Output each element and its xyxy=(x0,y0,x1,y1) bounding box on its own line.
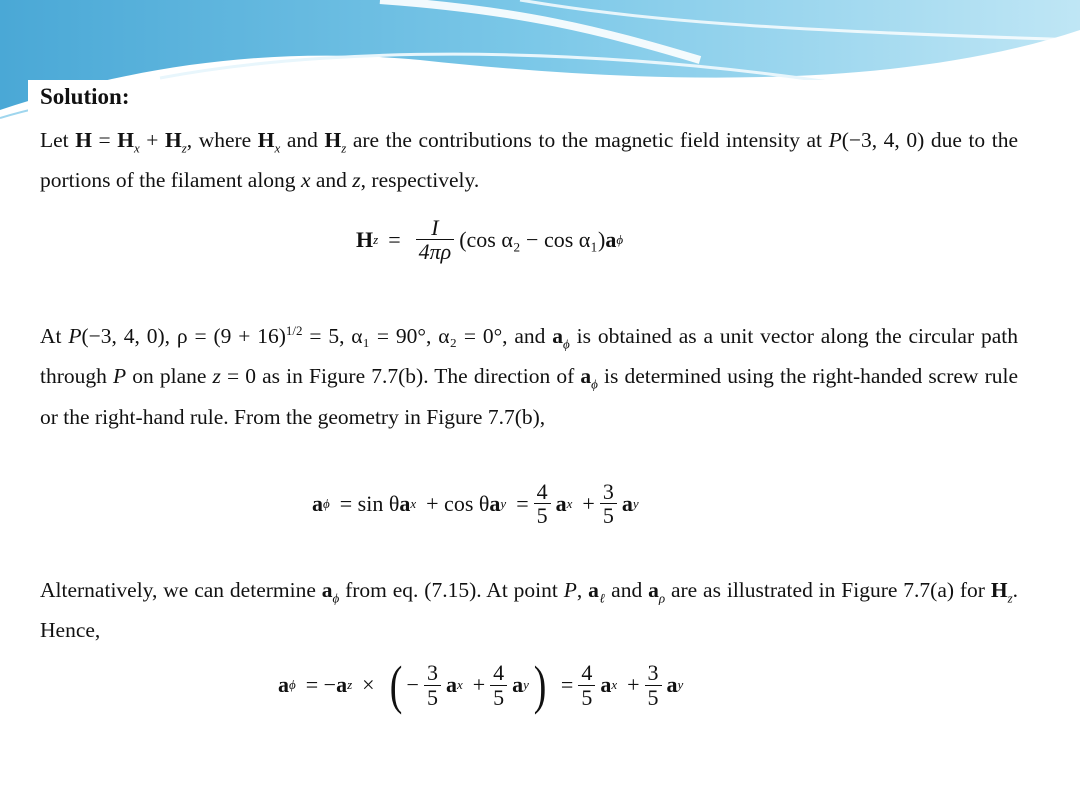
paragraph-intro: Let $H = H_x + H_z$, where $H_x$ and $H_z$ are the contributions to the magnetic field intensity at P(−3, 4, 0) due to the portions of the filament along x and z, respectively. xyxy=(40,128,1018,193)
fraction-3-5-a: $\frac{3}{5}$ xyxy=(424,661,441,708)
solution-heading: Solution: xyxy=(40,84,130,109)
fraction-4-5-a: $\frac{4}{5}$ xyxy=(490,661,507,708)
fraction-3-5: $\frac{3}{5}$ xyxy=(600,480,617,527)
equation-aphi-cross: a ϕ = − a z × ( − $\frac{3}{5}$ a x + $\frac{4}{5}$ a y ) = $\frac{4}{5}$ a x + $\frac{3}{5}$ a y xyxy=(278,655,684,715)
equation-aphi-trig: a ϕ = sin θ a x + cos θ a y = $\frac{4}{5}$ a x + $\frac{3}{5}$ a y xyxy=(312,479,639,529)
paragraph-at-point: At P(−3, 4, 0), $\rho = (9 + 16)^{1/2} = 5$, α₁ = 90°, α₂ = 0°, and $a_\phi$ is obtained as a unit vector along the circular path through P on plane z = 0 as in Figure 7.7(b). The direction of $a_\phi$ is determined using the right-handed screw rule or the right-hand rule. From the geometry in Figure 7.7(b), xyxy=(40,323,1019,429)
document-page xyxy=(28,80,1031,748)
paragraph-alternatively: Alternatively, we can determine $a_\phi$ from eq. (7.15). At point P, $a_\ell$ and $a_\rho$ are as illustrated in Figure 7.7(a) for $H_z$. Hence, xyxy=(40,578,1018,643)
fraction-i-over-4pirho: $\frac{I}{4\pi\rho}$ xyxy=(416,216,455,263)
fraction-3-5-b: $\frac{3}{5}$ xyxy=(645,661,662,708)
fraction-4-5-b: $\frac{4}{5}$ xyxy=(578,661,595,708)
fraction-4-5: $\frac{4}{5}$ xyxy=(534,480,551,527)
equation-hz: H z = $\frac{I}{4\pi\rho}$ (cos α₂ − cos α₁) a ϕ xyxy=(356,215,624,265)
